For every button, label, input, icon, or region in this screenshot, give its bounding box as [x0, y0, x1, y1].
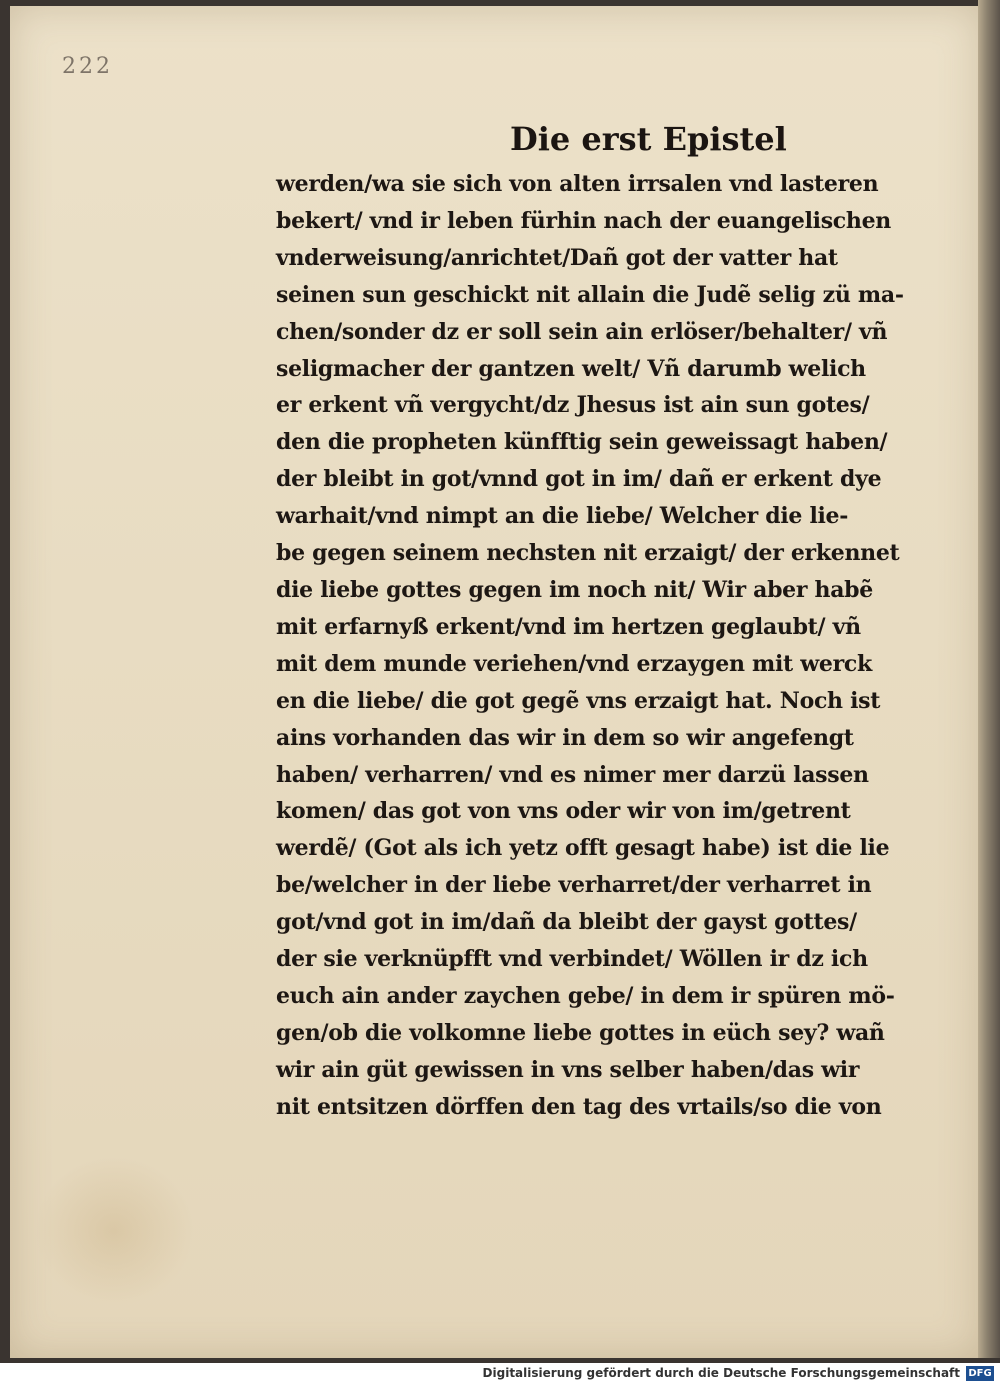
text-line: got/vnd got in im/dañ da bleibt der gayst gottes/ — [276, 909, 857, 936]
text-line: mit dem munde veriehen/vnd erzaygen mit werck — [276, 650, 872, 677]
text-line: seinen sun geschickt nit allain die Judẽ selig zü ma- — [276, 281, 904, 308]
text-line: vnderweisung/anrichtet/Dañ got der vatter hat — [276, 244, 838, 271]
text-line: der bleibt in got/vnnd got in im/ dañ er erkent dye — [276, 466, 882, 493]
running-head: Die erst Epistel — [510, 120, 787, 158]
dfg-logo: DFG — [966, 1366, 994, 1381]
text-line: werdẽ/ (Got als ich yetz offt gesagt habe) ist die lie — [276, 835, 890, 862]
text-line: wir ain güt gewissen in vns selber haben/das wir — [276, 1056, 860, 1083]
text-line: haben/ verharren/ vnd es nimer mer darzü lassen — [276, 761, 869, 788]
text-line: euch ain ander zaychen gebe/ in dem ir spüren mö- — [276, 982, 895, 1009]
text-line: en die liebe/ die got gegẽ vns erzaigt hat. Noch ist — [276, 687, 881, 714]
text-line: der sie verknüpfft vnd verbindet/ Wöllen ir dz ich — [276, 946, 868, 973]
text-line: die liebe gottes gegen im noch nit/ Wir aber habẽ — [276, 576, 873, 603]
text-line: gen/ob die volkomne liebe gottes in eüch sey? wañ — [276, 1019, 885, 1046]
text-line: chen/sonder dz er soll sein ain erlöser/behalter/ vñ — [276, 318, 888, 345]
funding-credit: Digitalisierung gefördert durch die Deutsche Forschungsgemeinschaft — [482, 1366, 960, 1380]
folio-number: 222 — [62, 54, 113, 79]
text-line: nit entsitzen dörffen den tag des vrtails/so die von — [276, 1093, 882, 1120]
text-line: warhait/vnd nimpt an die liebe/ Welcher die lie- — [276, 503, 849, 530]
body-text — [276, 166, 936, 1126]
text-line: seligmacher der gantzen welt/ Vñ darumb welich — [276, 355, 866, 382]
text-line: ains vorhanden das wir in dem so wir angefengt — [276, 724, 854, 751]
footer-bar — [0, 1363, 1000, 1385]
book-edge — [978, 0, 1000, 1358]
text-line: werden/wa sie sich von alten irrsalen vnd lasteren — [276, 171, 879, 197]
text-line: be/welcher in der liebe verharret/der verharret in — [276, 872, 872, 899]
text-line: bekert/ vnd ir leben fürhin nach der euangelischen — [276, 207, 891, 234]
page-paper — [10, 6, 980, 1358]
paper-stain — [34, 1156, 194, 1306]
text-line: komen/ das got von vns oder wir von im/getrent — [276, 798, 851, 825]
text-line: mit erfarnyß erkent/vnd im hertzen geglaubt/ vñ — [276, 613, 861, 640]
text-line: be gegen seinem nechsten nit erzaigt/ der erkennet — [276, 540, 900, 567]
text-line: er erkent vñ vergycht/dz Jhesus ist ain sun gotes/ — [276, 392, 870, 419]
text-line: den die propheten künfftig sein geweissagt haben/ — [276, 429, 888, 456]
